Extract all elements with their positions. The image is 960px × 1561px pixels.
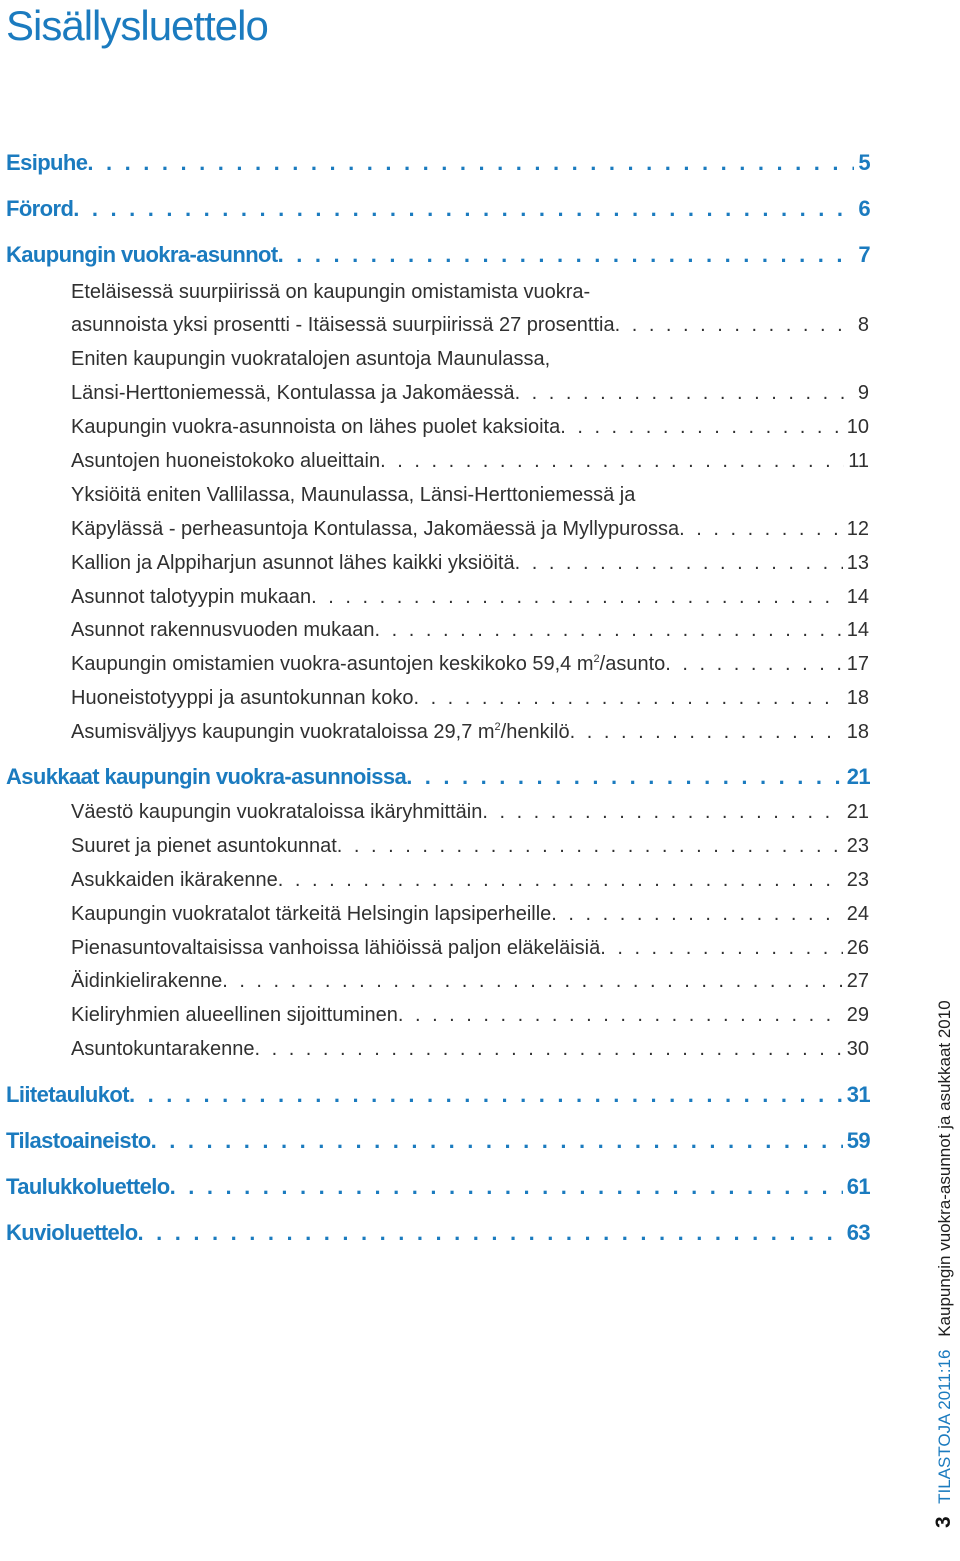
toc-item[interactable] [71, 869, 869, 892]
toc-item-label: Väestö kaupungin vuokrataloissa ikäryhmittäin [71, 801, 483, 823]
toc-page-number: 8 [857, 314, 869, 336]
dot-leader [278, 242, 855, 268]
toc-page-number: 29 [846, 1004, 869, 1026]
dot-leader [679, 518, 843, 541]
toc-item-label: Asunnot talotyypin mukaan [71, 586, 312, 608]
toc-page-number: 5 [858, 150, 870, 175]
toc-item-label: Huoneistotyyppi ja asuntokunnan koko [71, 687, 414, 709]
toc-page-number: 27 [846, 970, 869, 992]
toc-item[interactable] [71, 653, 869, 676]
dot-leader [73, 196, 854, 222]
dot-leader [129, 1082, 843, 1108]
toc-item-line: Yksiöitä eniten Vallilassa, Maunulassa, Länsi-Herttoniemessä ja [71, 484, 636, 506]
toc-item[interactable] [71, 937, 869, 960]
dot-leader [151, 1128, 843, 1154]
toc-item[interactable] [71, 382, 869, 405]
toc-item-label: Asukkaiden ikärakenne [71, 869, 278, 891]
dot-leader [278, 869, 843, 892]
dot-leader [482, 801, 842, 824]
toc-item-label: Kallion ja Alppiharjun asunnot lähes kaikki yksiöitä [71, 552, 515, 574]
toc-section-label: Liitetaulukot [6, 1082, 129, 1107]
toc-section-label: Kaupungin vuokra-asunnot [6, 242, 278, 267]
dot-leader [406, 764, 843, 790]
dot-leader [138, 1220, 843, 1246]
toc-page-number: 59 [846, 1128, 870, 1153]
dot-leader [222, 970, 843, 993]
toc-item-label: Länsi-Herttoniemessä, Kontulassa ja Jakomäessä [71, 382, 515, 404]
dot-leader [311, 586, 843, 609]
toc-section-label: Esipuhe [6, 150, 88, 175]
toc-item-label: Asuntojen huoneistokoko alueittain [71, 450, 381, 472]
toc-item-label: Käpylässä - perheasuntoja Kontulassa, Jakomäessä ja Myllypurossa [71, 518, 680, 540]
toc-item[interactable] [71, 721, 869, 744]
toc-page-number: 30 [846, 1038, 869, 1060]
dot-leader [413, 687, 842, 710]
toc-section-vuokra-asunnot[interactable] [6, 242, 870, 268]
toc-section-label: Förord [6, 196, 74, 221]
toc-section-label: Kuvioluettelo [6, 1220, 138, 1245]
dot-leader [170, 1174, 843, 1200]
page-number: 3 [932, 1516, 955, 1528]
toc-page-number: 12 [846, 518, 869, 540]
toc-page-number: 11 [848, 450, 869, 472]
dot-leader [398, 1004, 843, 1027]
dot-leader [560, 416, 843, 439]
toc-page-number: 63 [846, 1220, 870, 1245]
toc-page-number: 14 [846, 619, 869, 641]
toc-item-label: Kieliryhmien alueellinen sijoittuminen [71, 1004, 398, 1026]
toc-page-number: 10 [846, 416, 869, 438]
dot-leader [337, 835, 843, 858]
toc-section-forord[interactable] [6, 196, 870, 222]
toc-page-number: 24 [846, 903, 869, 925]
toc-item[interactable] [71, 801, 869, 824]
toc-item[interactable] [71, 450, 869, 473]
toc-item-label: Asuntokuntarakenne [71, 1038, 255, 1060]
dot-leader [87, 150, 854, 176]
toc-item-label: Kaupungin vuokra-asunnoista on lähes puolet kaksioita [71, 416, 561, 438]
toc-item-label: Asunnot rakennusvuoden mukaan [71, 619, 375, 641]
toc-item[interactable] [71, 619, 869, 642]
toc-page-number: 17 [846, 653, 869, 675]
toc-page-number: 23 [846, 869, 869, 891]
dot-leader [665, 653, 843, 676]
toc-section-label: Taulukkoluettelo [6, 1174, 170, 1199]
toc-section-esipuhe[interactable] [6, 150, 870, 176]
toc-item[interactable] [71, 314, 869, 337]
dot-leader [515, 382, 854, 405]
toc-page-number: 21 [846, 764, 870, 789]
toc-page-number: 18 [846, 687, 869, 709]
toc-page-number: 14 [846, 586, 869, 608]
toc-item[interactable] [71, 416, 869, 439]
toc-section-tilastoaineisto[interactable] [6, 1128, 870, 1154]
toc-page-number: 31 [846, 1082, 870, 1107]
toc-page-number: 18 [846, 721, 869, 743]
toc-item-label: Kaupungin omistamien vuokra-asuntojen keskikoko 59,4 $m^2$/asunto [71, 653, 666, 675]
toc-item-label: Äidinkielirakenne [71, 970, 223, 992]
dot-leader [380, 450, 844, 473]
series-label: TILASTOJA 2011:16 [935, 1349, 954, 1504]
toc-section-asukkaat[interactable] [6, 764, 870, 790]
toc-item-line: Eteläisessä suurpiirissä on kaupungin omistamista vuokra- [71, 281, 591, 303]
toc-page-number: 61 [846, 1174, 870, 1199]
toc-section-liitetaulukot[interactable] [6, 1082, 870, 1108]
toc-page-number: 7 [858, 242, 870, 267]
dot-leader [615, 314, 854, 337]
toc-page-number: 26 [846, 937, 869, 959]
toc-item-line: Eniten kaupungin vuokratalojen asuntoja Maunulassa, [71, 348, 551, 370]
toc-item-label: Asumisväljyys kaupungin vuokrataloissa 29,7 $m^2$/henkilö [71, 721, 570, 743]
publication-title: Kaupungin vuokra-asunnot ja asukkaat 2010 [935, 1000, 954, 1337]
toc-page-number: 13 [846, 552, 869, 574]
toc-section-label: Asukkaat kaupungin vuokra-asunnoissa [6, 764, 407, 789]
toc-item[interactable] [71, 586, 869, 609]
toc-item[interactable] [71, 1038, 869, 1061]
dot-leader [600, 937, 843, 960]
toc-item[interactable] [71, 518, 869, 541]
toc-item-label: Kaupungin vuokratalot tärkeitä Helsingin lapsiperheille [71, 903, 552, 925]
page-title: Sisällysluettelo [6, 2, 268, 49]
toc-item[interactable] [71, 1004, 869, 1027]
toc-item[interactable] [71, 687, 869, 710]
toc-page-number: 6 [858, 196, 870, 221]
dot-leader [515, 552, 843, 575]
page-footer-sidebar [932, 1000, 960, 1528]
toc-item[interactable] [71, 835, 869, 858]
toc-item-label: Pienasuntovaltaisissa vanhoissa lähiöissä paljon eläkeläisiä [71, 937, 601, 959]
dot-leader [375, 619, 843, 642]
toc-section-label: Tilastoaineisto [6, 1128, 151, 1153]
toc-section-taulukkoluettelo[interactable] [6, 1174, 870, 1200]
dot-leader [551, 903, 842, 926]
toc-item[interactable] [71, 552, 869, 575]
toc-item[interactable] [71, 970, 869, 993]
toc-section-kuvioluettelo[interactable] [6, 1220, 870, 1246]
toc-page-number: 21 [846, 801, 869, 823]
dot-leader [570, 721, 843, 744]
toc-item-label: Suuret ja pienet asuntokunnat [71, 835, 337, 857]
toc-page-number: 23 [846, 835, 869, 857]
dot-leader [254, 1038, 842, 1061]
toc-item[interactable] [71, 903, 869, 926]
toc-page-number: 9 [857, 382, 869, 404]
toc-item-label: asunnoista yksi prosentti - Itäisessä suurpiirissä 27 prosenttia [71, 314, 615, 336]
